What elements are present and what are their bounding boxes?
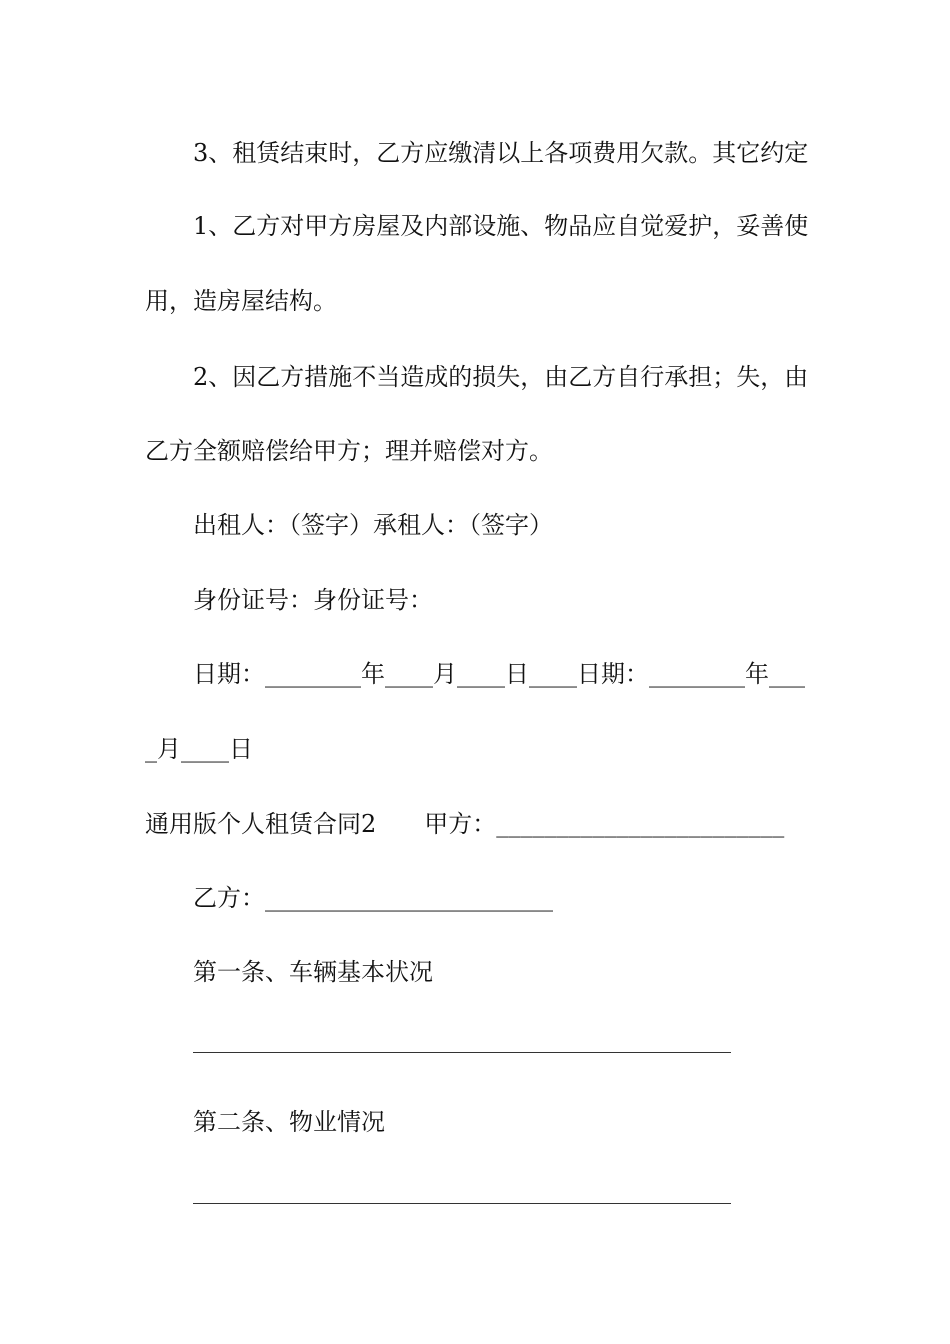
article-1-heading: 第一条、车辆基本状况: [193, 958, 433, 986]
id-number-line: 身份证号：身份证号：: [193, 586, 433, 614]
paragraph-clause-2-line-1: 2、因乙方措施不当造成的损失，由乙方自行承担；失，由: [193, 363, 809, 391]
article-2-blank-rule: [193, 1203, 731, 1204]
article-1-blank-rule: [193, 1052, 731, 1053]
article-2-heading: 第二条、物业情况: [193, 1108, 385, 1136]
signature-line: 出租人：（签字）承租人：（签字）: [193, 511, 553, 539]
party-b-line: 乙方：________________________: [193, 884, 553, 912]
paragraph-clause-1-line-1: 1、乙方对甲方房屋及内部设施、物品应自觉爱护，妥善使: [193, 212, 809, 240]
date-line-2: _月____日: [145, 735, 253, 763]
paragraph-clause-3: 3、租赁结束时，乙方应缴清以上各项费用欠款。其它约定: [193, 139, 809, 167]
date-line-1: 日期：________年____月____日____日期：________年___: [193, 660, 805, 688]
paragraph-clause-1-line-2: 用，造房屋结构。: [145, 287, 337, 315]
paragraph-clause-2-line-2: 乙方全额赔偿给甲方；理并赔偿对方。: [145, 437, 553, 465]
contract-title-party-a: 通用版个人租赁合同2 甲方：________________________: [145, 810, 785, 838]
